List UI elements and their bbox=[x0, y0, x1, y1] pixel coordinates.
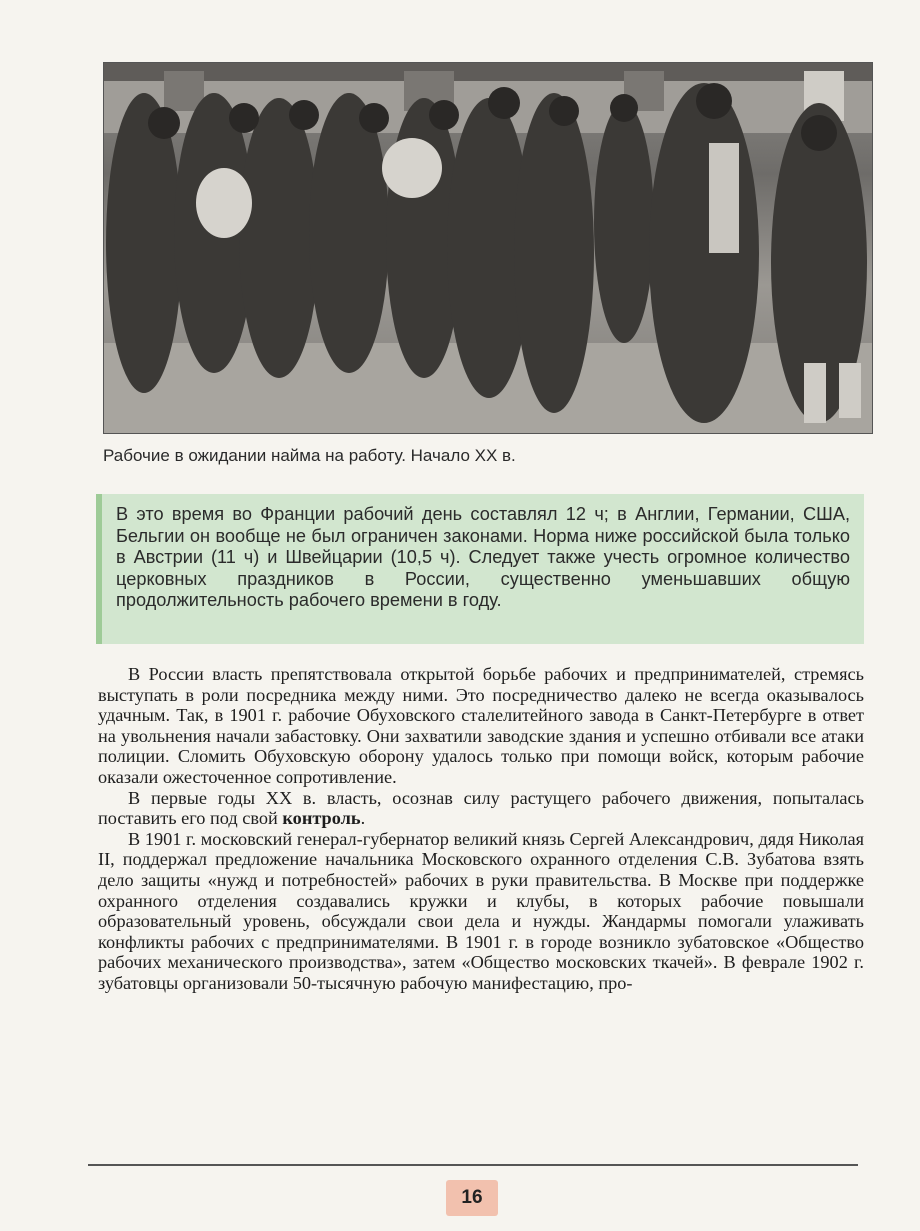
workers-photo bbox=[103, 62, 873, 434]
info-box-text: В это время во Франции рабочий день составлял 12 ч; в Англии, Германии, США, Бельгии он вообще не был ограничен законами. Норма ниже российской была только в Австрии (11 ч) и Швейцарии (10,5 ч). Следует также учесть огромное количество церковных праздников в России, существенно уменьшавших общую продолжительность рабочего времени в году. bbox=[116, 504, 850, 610]
page-number: 16 bbox=[446, 1180, 498, 1216]
paragraph bbox=[98, 788, 864, 829]
photo-caption: Рабочие в ожидании найма на работу. Начало XX в. bbox=[103, 446, 516, 465]
workers-photo-illustration bbox=[104, 63, 872, 433]
main-text bbox=[98, 664, 864, 994]
key-term: контроль bbox=[282, 808, 361, 829]
info-box bbox=[96, 494, 864, 644]
footer-divider bbox=[88, 1164, 858, 1166]
paragraph-text-end: . bbox=[360, 808, 366, 829]
paragraph-text: В первые годы XX в. власть, осознав силу растущего рабочего движения, попыталась поставить его под свой bbox=[98, 787, 864, 829]
paragraph: В 1901 г. московский генерал-губернатор великий князь Сергей Александрович, дядя Николая II, поддержал предложение начальника Московского охранного отделения С.В. Зубатова взять дело защиты «нужд и потребностей» рабочих в руки правительства. В Москве при поддержке охранного отделения создавались кружки и клубы, в которых рабочие повышали образовательный уровень, обсуждали свои дела и нужды. Жандармы помогали улаживать конфликты рабочих с предпринимателями. В 1901 г. в городе возникло зубатовское «Общество рабочих механического производства», затем «Общество московских ткачей». В феврале 1902 г. зубатовцы организовали 50-тысячную рабочую манифестацию, про- bbox=[98, 828, 864, 993]
paragraph: В России власть препятствовала открытой борьбе рабочих и предпринимателей, стремясь выступать в роли посредника между ними. Это посредничество далеко не всегда оказывалось удачным. Так, в 1901 г. рабочие Обуховского сталелитейного завода в Санкт-Петербурге в ответ на увольнения начали забастовку. Они захватили заводские здания и успешно отбивали все атаки полиции. Сломить Обуховскую оборону удалось только при помощи войск, которым рабочие оказали ожесточенное сопротивление. bbox=[98, 664, 864, 787]
